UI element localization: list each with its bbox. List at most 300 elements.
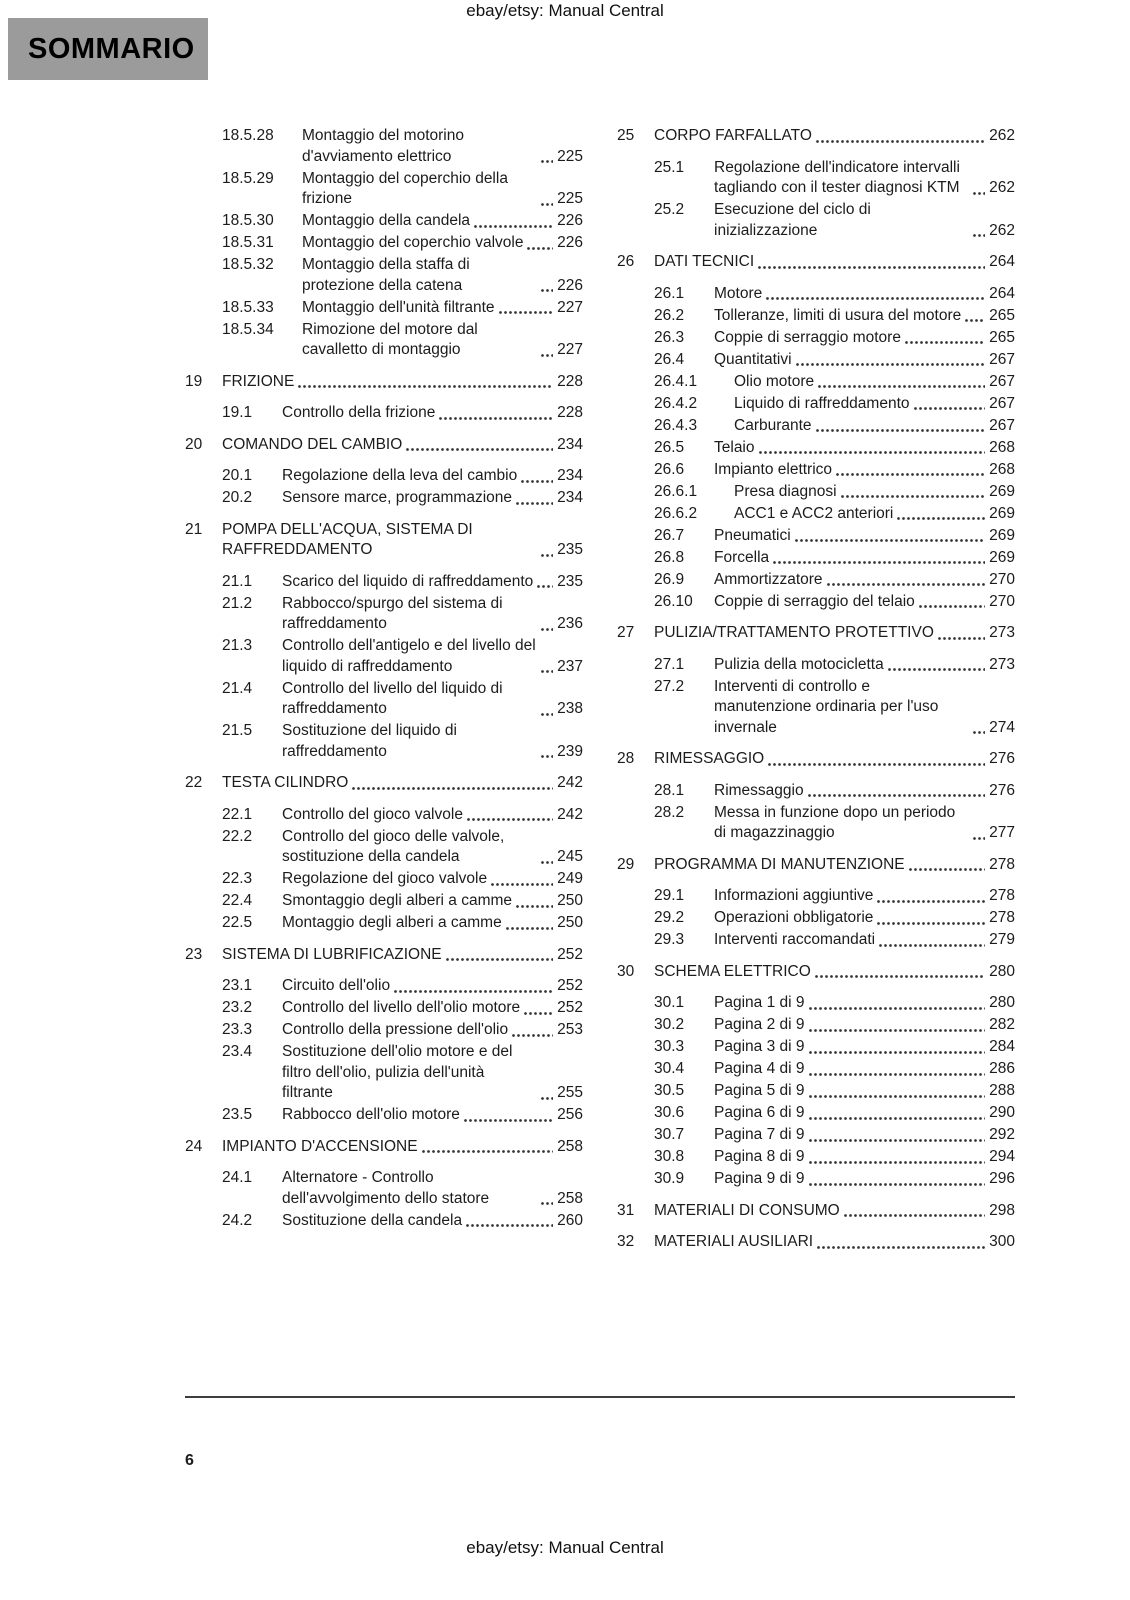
toc-entry-title: Sostituzione della candela — [282, 1211, 463, 1229]
toc-entry-title: Controllo del gioco valvole — [282, 805, 463, 823]
dot-leader — [971, 200, 987, 241]
toc-entry — [185, 636, 583, 677]
toc-entry-title: Montaggio dell'unità filtrante — [302, 298, 495, 316]
toc-entry — [185, 827, 583, 868]
toc-entry — [185, 945, 583, 966]
toc-entry-page: 238 — [557, 700, 583, 717]
toc-entry — [617, 655, 1015, 676]
dot-leader — [814, 416, 988, 437]
dot-leader — [807, 1169, 988, 1190]
toc-entry-number: 30.8 — [654, 1148, 685, 1165]
toc-entry-number: 26.4.2 — [654, 394, 698, 412]
dot-leader — [877, 930, 987, 951]
dot-leader — [514, 891, 555, 912]
toc-entry-page: 286 — [989, 1060, 1015, 1077]
toc-entry-page: 228 — [557, 372, 583, 390]
toc-entry-page: 294 — [989, 1148, 1015, 1165]
toc-entry — [185, 255, 583, 296]
dot-leader — [504, 913, 555, 934]
toc-entry-page: 262 — [989, 127, 1015, 144]
toc-entry — [185, 721, 583, 762]
toc-entry-page: 226 — [557, 276, 583, 294]
toc-entry-title: Regolazione della leva del cambio — [282, 467, 518, 484]
toc-entry-number: 26.6.1 — [654, 482, 698, 500]
toc-entry-number: 26.4 — [654, 350, 685, 368]
dot-leader — [535, 572, 555, 593]
toc-entry-title: CORPO FARFALLATO — [654, 127, 812, 144]
dot-leader — [539, 169, 555, 210]
toc-entry-page: 278 — [989, 909, 1015, 926]
toc-entry-number: 26.3 — [654, 328, 685, 346]
toc-entry-title: Pagina 6 di 9 — [714, 1104, 805, 1121]
toc-entry — [617, 1201, 1015, 1222]
toc-entry-number: 22.1 — [222, 805, 253, 823]
toc-entry-title: Alternatore - Controllo dell'avvolgimento dello statore — [282, 1169, 490, 1207]
toc-entry-page: 234 — [557, 489, 583, 506]
toc-entry-number: 30 — [617, 962, 635, 980]
toc-entry — [185, 976, 583, 997]
toc-entry-number: 18.5.34 — [222, 320, 274, 338]
dot-leader — [437, 403, 555, 424]
toc-entry-page: 273 — [989, 624, 1015, 641]
toc-entry-page: 228 — [557, 404, 583, 421]
toc-entry-page: 280 — [989, 962, 1015, 980]
toc-entry-page: 250 — [557, 892, 583, 909]
toc-entry-title: Pulizia della motocicletta — [714, 655, 884, 673]
toc-entry — [617, 158, 1015, 199]
toc-entry-title: Regolazione del gioco valvole — [282, 870, 488, 887]
toc-entry-title: PROGRAMMA DI MANUTENZIONE — [654, 855, 905, 873]
toc-entry-number: 25 — [617, 127, 635, 144]
dot-leader — [825, 570, 988, 591]
toc-entry-page: 225 — [557, 147, 583, 165]
toc-entry-title: Messa in funzione dopo un periodo di magazzinaggio — [714, 803, 956, 841]
dot-leader — [903, 328, 987, 349]
footer-rule — [185, 1396, 1015, 1398]
toc-entry-page: 288 — [989, 1082, 1015, 1099]
table-of-contents — [185, 126, 1015, 1264]
toc-entry-number: 18.5.28 — [222, 127, 274, 144]
toc-entry-number: 19 — [185, 372, 203, 390]
toc-entry-number: 23 — [185, 945, 203, 963]
toc-entry — [617, 886, 1015, 907]
toc-entry-number: 22.2 — [222, 827, 253, 845]
toc-entry-title: Interventi raccomandati — [714, 931, 876, 948]
toc-entry-title: Carburante — [734, 416, 812, 434]
toc-entry-number: 26.4.3 — [654, 416, 698, 434]
toc-entry-title: Controllo del livello del liquido di raffreddamento — [282, 679, 503, 717]
dot-leader — [404, 435, 555, 456]
dot-leader — [816, 372, 987, 393]
dot-leader — [539, 721, 555, 762]
toc-entry-number: 30.1 — [654, 994, 685, 1011]
toc-entry-title: Controllo del gioco delle valvole, sostituzione della candela — [282, 827, 505, 865]
toc-entry — [185, 435, 583, 456]
toc-entry-page: 242 — [557, 774, 583, 791]
dot-leader — [539, 636, 555, 677]
toc-entry — [617, 126, 1015, 147]
dot-leader — [764, 284, 987, 305]
toc-entry — [185, 488, 583, 509]
toc-entry — [617, 306, 1015, 327]
dot-leader — [917, 592, 987, 613]
toc-entry — [617, 350, 1015, 371]
toc-entry-number: 30.6 — [654, 1104, 685, 1121]
toc-entry-page: 284 — [989, 1038, 1015, 1055]
toc-entry — [185, 1042, 583, 1104]
toc-entry-number: 18.5.30 — [222, 212, 274, 229]
toc-entry-title: Pneumatici — [714, 526, 791, 544]
toc-entry-title: Controllo del livello dell'olio motore — [282, 999, 521, 1016]
toc-entry — [617, 482, 1015, 503]
toc-entry-title: MATERIALI AUSILIARI — [654, 1233, 814, 1250]
toc-entry — [617, 328, 1015, 349]
dot-leader — [936, 623, 987, 644]
toc-entry-title: Olio motore — [734, 372, 815, 390]
toc-entry — [185, 520, 583, 561]
dot-leader — [464, 1211, 555, 1232]
dot-leader — [912, 394, 988, 415]
dot-leader — [895, 504, 987, 525]
toc-entry-title: TESTA CILINDRO — [222, 774, 349, 791]
toc-entry-page: 225 — [557, 190, 583, 207]
toc-entry-page: 267 — [989, 350, 1015, 368]
toc-entry — [185, 372, 583, 393]
dot-leader — [472, 211, 555, 232]
toc-entry-page: 269 — [989, 548, 1015, 566]
toc-entry-number: 23.1 — [222, 977, 253, 994]
toc-entry — [185, 126, 583, 167]
toc-entry-title: Operazioni obbligatorie — [714, 909, 874, 926]
toc-entry-title: COMANDO DEL CAMBIO — [222, 435, 403, 453]
toc-entry-page: 265 — [989, 306, 1015, 324]
dot-leader — [771, 548, 987, 569]
dot-leader — [875, 908, 987, 929]
toc-entry-title: PULIZIA/TRATTAMENTO PROTETTIVO — [654, 624, 934, 641]
toc-entry-title: RIMESSAGGIO — [654, 750, 765, 767]
toc-entry-number: 30.5 — [654, 1082, 685, 1099]
toc-entry-page: 258 — [557, 1189, 583, 1207]
dot-leader — [444, 945, 556, 966]
toc-entry — [185, 1105, 583, 1126]
toc-entry-title: MATERIALI DI CONSUMO — [654, 1201, 840, 1219]
toc-entry-page: 279 — [989, 931, 1015, 948]
dot-leader — [842, 1201, 987, 1222]
toc-entry — [617, 504, 1015, 525]
toc-entry-number: 26 — [617, 253, 635, 270]
toc-entry-page: 256 — [557, 1106, 583, 1123]
toc-entry-number: 21 — [185, 520, 203, 538]
toc-column-right — [617, 126, 1015, 1264]
toc-entry-title: Controllo della frizione — [282, 404, 436, 421]
toc-entry-page: 290 — [989, 1104, 1015, 1121]
toc-entry-number: 26.8 — [654, 548, 685, 566]
toc-entry-page: 267 — [989, 394, 1015, 412]
toc-entry-number: 29 — [617, 855, 635, 873]
toc-entry-page: 255 — [557, 1084, 583, 1101]
toc-entry-number: 23.4 — [222, 1043, 253, 1060]
toc-entry-number: 18.5.33 — [222, 298, 274, 316]
toc-entry — [185, 679, 583, 720]
toc-entry-number: 27.2 — [654, 677, 685, 695]
toc-entry — [185, 773, 583, 794]
toc-entry-page: 252 — [557, 999, 583, 1016]
dot-leader — [807, 1147, 988, 1168]
toc-entry-title: Rimessaggio — [714, 781, 804, 799]
toc-entry-number: 24 — [185, 1137, 203, 1155]
toc-entry-page: 262 — [989, 221, 1015, 239]
toc-entry — [617, 908, 1015, 929]
toc-entry — [617, 1081, 1015, 1102]
dot-leader — [539, 1168, 555, 1209]
toc-entry-title: Pagina 8 di 9 — [714, 1148, 805, 1165]
toc-entry-title: Ammortizzatore — [714, 570, 823, 588]
toc-entry-page: 234 — [557, 467, 583, 484]
toc-entry — [617, 460, 1015, 481]
toc-entry-number: 26.6.2 — [654, 504, 698, 522]
toc-entry-page: 245 — [557, 848, 583, 865]
toc-entry-page: 273 — [989, 655, 1015, 673]
dot-leader — [420, 1137, 556, 1158]
toc-entry-number: 20.2 — [222, 489, 253, 506]
toc-entry — [185, 1020, 583, 1041]
toc-entry-page: 277 — [989, 824, 1015, 841]
toc-entry-page: 269 — [989, 482, 1015, 500]
page-number: 6 — [185, 1452, 194, 1469]
toc-entry-title: Pagina 2 di 9 — [714, 1016, 805, 1033]
dot-leader — [539, 679, 555, 720]
toc-entry-title: Rabbocco dell'olio motore — [282, 1106, 460, 1123]
toc-entry-title: FRIZIONE — [222, 372, 295, 390]
toc-entry — [617, 930, 1015, 951]
toc-entry-title: Smontaggio degli alberi a camme — [282, 892, 513, 909]
toc-entry-number: 28 — [617, 750, 635, 767]
toc-entry-page: 252 — [557, 945, 583, 963]
toc-entry-number: 30.9 — [654, 1170, 685, 1187]
dot-leader — [971, 158, 987, 199]
dot-leader — [539, 255, 555, 296]
toc-entry-number: 23.5 — [222, 1106, 253, 1123]
dot-leader — [875, 886, 987, 907]
toc-entry-number: 26.5 — [654, 438, 685, 456]
toc-entry-number: 18.5.32 — [222, 256, 274, 273]
toc-entry — [185, 211, 583, 232]
toc-entry-page: 249 — [557, 870, 583, 887]
toc-entry-number: 23.2 — [222, 999, 253, 1016]
toc-entry-title: Rimozione del motore dal cavalletto di montaggio — [302, 320, 478, 358]
toc-entry-number: 26.4.1 — [654, 372, 698, 390]
toc-entry-number: 31 — [617, 1201, 635, 1219]
dot-leader — [807, 1103, 988, 1124]
toc-entry-page: 274 — [989, 718, 1015, 736]
dot-leader — [963, 306, 987, 327]
toc-entry-page: 239 — [557, 742, 583, 760]
toc-entry-number: 29.1 — [654, 887, 685, 904]
toc-entry-number: 20.1 — [222, 467, 253, 484]
toc-entry-page: 292 — [989, 1126, 1015, 1143]
toc-entry-title: Montaggio della staffa di protezione della catena — [302, 256, 470, 294]
toc-entry-number: 26.6 — [654, 460, 685, 478]
toc-entry-page: 226 — [557, 212, 583, 229]
toc-entry-page: 267 — [989, 372, 1015, 390]
toc-entry — [617, 962, 1015, 983]
toc-entry — [185, 403, 583, 424]
toc-entry-number: 29.3 — [654, 931, 685, 948]
dot-leader — [514, 488, 555, 509]
dot-leader — [907, 855, 988, 876]
dot-leader — [794, 350, 988, 371]
toc-entry-number: 30.4 — [654, 1060, 685, 1077]
toc-entry-title: Coppie di serraggio motore — [714, 328, 901, 346]
toc-entry-title: Montaggio degli alberi a camme — [282, 914, 502, 931]
toc-entry — [617, 284, 1015, 305]
toc-entry — [617, 993, 1015, 1014]
toc-entry — [185, 913, 583, 934]
toc-entry — [185, 572, 583, 593]
toc-entry — [617, 1037, 1015, 1058]
dot-leader — [296, 372, 555, 393]
toc-entry-number: 24.2 — [222, 1211, 253, 1229]
toc-entry-page: 276 — [989, 781, 1015, 799]
toc-entry-title: Controllo della pressione dell'olio — [282, 1021, 509, 1038]
toc-entry-page: 264 — [989, 284, 1015, 302]
header-title: ebay/etsy: Manual Central — [466, 1, 664, 20]
toc-entry-number: 24.1 — [222, 1169, 253, 1186]
dot-leader — [522, 998, 555, 1019]
toc-entry-title: Scarico del liquido di raffreddamento — [282, 572, 534, 590]
dot-leader — [525, 233, 555, 254]
toc-entry-number: 25.2 — [654, 201, 685, 218]
toc-entry-title: Montaggio del coperchio valvole — [302, 234, 524, 251]
dot-leader — [462, 1105, 555, 1126]
toc-entry-number: 22.5 — [222, 914, 253, 931]
toc-entry — [617, 855, 1015, 876]
toc-entry — [617, 416, 1015, 437]
toc-entry-page: 276 — [989, 750, 1015, 767]
toc-entry-number: 30.7 — [654, 1126, 685, 1143]
toc-entry-number: 23.3 — [222, 1021, 253, 1038]
toc-entry — [617, 1232, 1015, 1253]
toc-entry — [185, 869, 583, 890]
toc-entry — [617, 803, 1015, 844]
toc-entry-page: 267 — [989, 416, 1015, 434]
toc-entry-number: 21.2 — [222, 594, 253, 612]
toc-entry-number: 28.1 — [654, 781, 685, 799]
toc-entry-page: 296 — [989, 1170, 1015, 1187]
toc-entry-title: Forcella — [714, 548, 770, 566]
toc-entry-title: Montaggio della candela — [302, 212, 471, 229]
dot-leader — [793, 526, 987, 547]
toc-entry-title: Pagina 1 di 9 — [714, 994, 805, 1011]
toc-entry-title: Montaggio del coperchio della frizione — [302, 169, 508, 207]
toc-entry — [617, 592, 1015, 613]
toc-column-left — [185, 126, 583, 1264]
toc-entry-page: 269 — [989, 504, 1015, 522]
dot-leader — [971, 677, 987, 739]
dot-leader — [539, 594, 555, 635]
toc-entry-title: Pagina 7 di 9 — [714, 1126, 805, 1143]
dot-leader — [807, 1037, 988, 1058]
toc-entry-number: 30.3 — [654, 1038, 685, 1055]
toc-entry — [617, 570, 1015, 591]
toc-entry-number: 29.2 — [654, 909, 685, 926]
toc-entry-page: 300 — [989, 1233, 1015, 1250]
dot-leader — [807, 1015, 988, 1036]
toc-entry-page: 235 — [557, 572, 583, 590]
dot-leader — [806, 781, 988, 802]
toc-entry-page: 252 — [557, 977, 583, 994]
toc-entry-number: 22.3 — [222, 870, 253, 887]
toc-entry — [617, 526, 1015, 547]
dot-leader — [813, 962, 987, 983]
toc-entry-number: 18.5.29 — [222, 169, 274, 187]
dot-leader — [886, 655, 987, 676]
toc-entry-number: 28.2 — [654, 803, 685, 821]
toc-entry — [185, 1137, 583, 1158]
toc-entry-title: POMPA DELL'ACQUA, SISTEMA DI RAFFREDDAMENTO — [222, 520, 473, 558]
toc-entry-number: 26.9 — [654, 570, 685, 588]
toc-entry-page: 280 — [989, 994, 1015, 1011]
toc-entry — [617, 677, 1015, 739]
dot-leader — [807, 1125, 988, 1146]
dot-leader — [392, 976, 555, 997]
dot-leader — [814, 126, 987, 147]
toc-entry — [617, 1059, 1015, 1080]
toc-entry — [617, 200, 1015, 241]
toc-entry-title: Circuito dell'olio — [282, 977, 391, 994]
toc-entry-title: Informazioni aggiuntive — [714, 887, 874, 904]
toc-entry-title: Impianto elettrico — [714, 460, 833, 478]
dot-leader — [465, 805, 555, 826]
toc-entry-number: 19.1 — [222, 404, 253, 421]
toc-entry-page: 260 — [557, 1211, 583, 1229]
footer-title: ebay/etsy: Manual Central — [466, 1538, 664, 1557]
toc-entry-page: 278 — [989, 855, 1015, 873]
toc-entry — [617, 749, 1015, 770]
toc-entry-number: 21.4 — [222, 679, 253, 697]
toc-entry-page: 234 — [557, 435, 583, 453]
dot-leader — [807, 1059, 988, 1080]
toc-entry-page: 298 — [989, 1201, 1015, 1219]
toc-entry-number: 26.2 — [654, 306, 685, 324]
toc-entry-number: 26.1 — [654, 284, 685, 302]
toc-entry-number: 20 — [185, 435, 203, 453]
toc-entry-title: Sensore marce, programmazione — [282, 489, 513, 506]
toc-entry-title: ACC1 e ACC2 anteriori — [734, 504, 894, 522]
toc-entry-page: 278 — [989, 887, 1015, 904]
dot-leader — [539, 1042, 555, 1104]
toc-entry — [185, 466, 583, 487]
toc-entry-number: 25.1 — [654, 158, 685, 176]
toc-entry-page: 268 — [989, 460, 1015, 478]
toc-entry-title: Quantitativi — [714, 350, 792, 368]
toc-entry-page: 282 — [989, 1016, 1015, 1033]
toc-entry — [185, 233, 583, 254]
toc-entry-page: 264 — [989, 253, 1015, 270]
toc-entry-page: 253 — [557, 1021, 583, 1038]
toc-entry-page: 236 — [557, 615, 583, 632]
toc-entry-title: Coppie di serraggio del telaio — [714, 592, 915, 610]
dot-leader — [807, 1081, 988, 1102]
toc-entry-title: Esecuzione del ciclo di inizializzazione — [714, 201, 871, 239]
toc-entry — [185, 805, 583, 826]
toc-entry-number: 21.3 — [222, 637, 253, 654]
dot-leader — [539, 827, 555, 868]
toc-entry-page: 235 — [557, 541, 583, 558]
toc-entry — [185, 891, 583, 912]
dot-leader — [766, 749, 987, 770]
dot-leader — [757, 438, 988, 459]
